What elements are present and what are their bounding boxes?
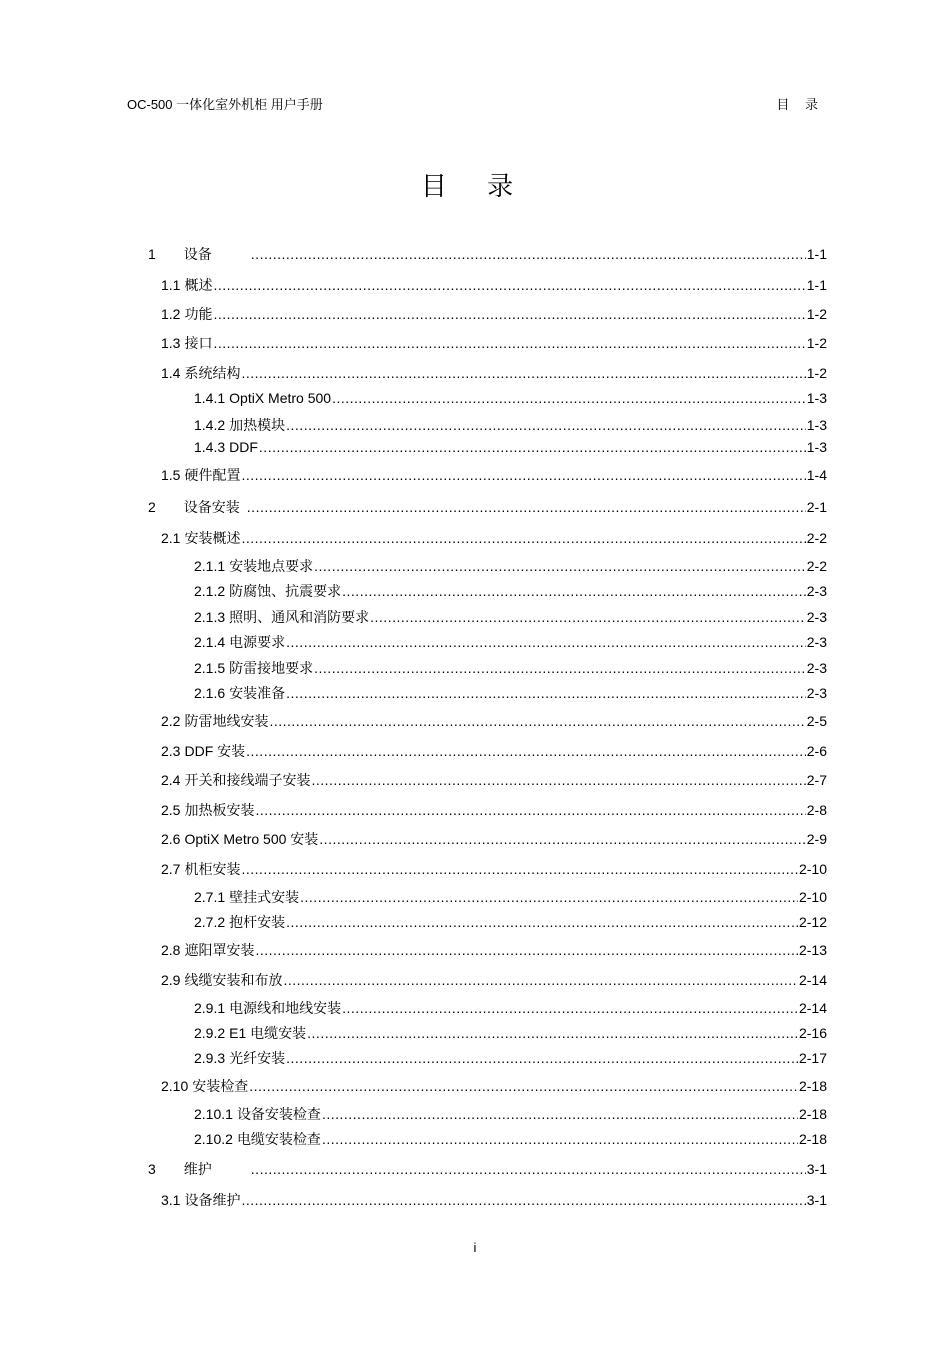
toc-entry-page: 2-8 bbox=[806, 802, 827, 818]
toc-entry-page: 2-5 bbox=[806, 713, 827, 729]
toc-entry-title: 抱杆安装 bbox=[229, 914, 286, 930]
toc-leader-dots bbox=[246, 743, 806, 759]
toc-entry-number: 2.7.2 bbox=[194, 914, 226, 930]
toc-leader-dots bbox=[370, 609, 806, 625]
toc-entry-page: 2-3 bbox=[806, 609, 827, 625]
toc-leader-dots bbox=[300, 889, 798, 905]
toc-entry-title: 安装地点要求 bbox=[229, 558, 314, 574]
toc-entry-page: 2-3 bbox=[806, 583, 827, 599]
toc-entry-number: 3 bbox=[148, 1161, 156, 1177]
toc-entry-number: 2.9.1 bbox=[194, 1000, 226, 1016]
toc-leader-dots bbox=[241, 1192, 805, 1208]
toc-entry-page: 2-3 bbox=[806, 634, 827, 650]
toc-entry-page: 1-4 bbox=[806, 467, 827, 483]
toc-entry-title: 设备安装检查 bbox=[236, 1106, 321, 1122]
toc-entry-page: 2-6 bbox=[806, 743, 827, 759]
toc-entry-page: 1-1 bbox=[806, 246, 827, 262]
toc-entry[interactable] bbox=[161, 465, 827, 485]
toc-entry-number: 2.1.5 bbox=[194, 660, 226, 676]
toc-entry-number: 1 bbox=[148, 246, 156, 262]
toc-leader-dots bbox=[241, 365, 805, 381]
toc-entry-number: 2.1.1 bbox=[194, 558, 226, 574]
toc-entry-number: 2.10.2 bbox=[194, 1131, 233, 1147]
toc-leader-dots bbox=[241, 861, 798, 877]
toc-entry[interactable] bbox=[194, 390, 827, 406]
toc-leader-dots bbox=[322, 1106, 798, 1122]
toc-entry[interactable] bbox=[161, 800, 827, 820]
toc-entry-number: 1.2 bbox=[161, 306, 181, 322]
toc-entry-number: 2.8 bbox=[161, 942, 181, 958]
toc-entry-title: 加热板安装 bbox=[184, 802, 255, 818]
toc-entry-number: 3.1 bbox=[161, 1192, 181, 1208]
toc-entry-title: 开关和接线端子安装 bbox=[184, 772, 311, 788]
toc-entry[interactable] bbox=[161, 333, 827, 353]
toc-entry-number: 2.5 bbox=[161, 802, 181, 818]
toc-entry[interactable] bbox=[161, 528, 827, 548]
toc-entry[interactable] bbox=[194, 632, 827, 652]
toc-entry-number: 1.4.3 bbox=[194, 439, 226, 455]
toc-entry-page: 1-3 bbox=[806, 439, 827, 455]
toc-leader-dots bbox=[247, 499, 806, 515]
toc-entry[interactable] bbox=[194, 1023, 827, 1043]
toc-leader-dots bbox=[213, 306, 805, 322]
toc-leader-dots bbox=[286, 634, 806, 650]
toc-entry[interactable] bbox=[161, 859, 827, 879]
toc-leader-dots bbox=[259, 439, 806, 455]
toc-entry[interactable] bbox=[161, 940, 827, 960]
toc-entry-title: 电源线和地线安装 bbox=[229, 1000, 342, 1016]
toc-entry-number: 1.4 bbox=[161, 365, 181, 381]
toc-entry-number: 2.9.2 bbox=[194, 1025, 226, 1041]
toc-entry-title: E1 电缆安装 bbox=[229, 1025, 307, 1041]
toc-entry-page: 2-7 bbox=[806, 772, 827, 788]
toc-leader-dots bbox=[307, 1025, 798, 1041]
toc-entry-page: 2-1 bbox=[806, 499, 827, 515]
toc-entry[interactable] bbox=[161, 304, 827, 324]
toc-entry-title: 防腐蚀、抗震要求 bbox=[229, 583, 342, 599]
toc-entry-number: 1.4.1 bbox=[194, 390, 226, 406]
toc-entry-page: 2-17 bbox=[798, 1050, 827, 1066]
toc-entry[interactable] bbox=[161, 1076, 827, 1096]
toc-entry-title: 照明、通风和消防要求 bbox=[229, 609, 370, 625]
toc-leader-dots bbox=[342, 1000, 798, 1016]
toc-leader-dots bbox=[311, 772, 805, 788]
toc-entry[interactable] bbox=[161, 970, 827, 990]
toc-entry-page: 2-3 bbox=[806, 660, 827, 676]
toc-leader-dots bbox=[319, 831, 805, 847]
toc-entry-number: 2.10.1 bbox=[194, 1106, 233, 1122]
toc-entry-number: 2.10 bbox=[161, 1078, 189, 1094]
toc-entry[interactable] bbox=[161, 275, 827, 295]
toc-entry-number: 2.1.3 bbox=[194, 609, 226, 625]
toc-entry-number: 2.1 bbox=[161, 530, 181, 546]
toc-entry-number: 1.1 bbox=[161, 277, 181, 293]
toc-entry-page: 2-14 bbox=[798, 1000, 827, 1016]
toc-entry-number: 1.3 bbox=[161, 335, 181, 351]
toc-leader-dots bbox=[269, 713, 805, 729]
toc-entry-title: 安装概述 bbox=[184, 530, 241, 546]
toc-entry[interactable] bbox=[194, 1129, 827, 1149]
toc-entry[interactable] bbox=[161, 829, 827, 849]
toc-entry[interactable] bbox=[161, 770, 827, 790]
toc-leader-dots bbox=[286, 685, 806, 701]
toc-entry-title: 硬件配置 bbox=[184, 467, 241, 483]
toc-entry-title: 光纤安装 bbox=[229, 1050, 286, 1066]
toc-entry-title: 壁挂式安装 bbox=[229, 889, 300, 905]
toc-entry-title: 功能 bbox=[184, 306, 213, 322]
toc-entry-title: 电源要求 bbox=[229, 634, 286, 650]
toc-entry-title: 电缆安装检查 bbox=[236, 1131, 321, 1147]
toc-entry-page: 1-1 bbox=[806, 277, 827, 293]
toc-leader-dots bbox=[314, 660, 806, 676]
toc-entry-title: 维护 bbox=[183, 1161, 212, 1177]
toc-entry-page: 1-2 bbox=[806, 335, 827, 351]
toc-entry[interactable] bbox=[161, 741, 827, 761]
toc-entry-title: DDF bbox=[229, 439, 258, 455]
toc-leader-dots bbox=[286, 914, 798, 930]
toc-entry-page: 1-2 bbox=[806, 365, 827, 381]
toc-entry-title: 防雷接地要求 bbox=[229, 660, 314, 676]
page-header-left: OC-500 一体化室外机柜 用户手册 bbox=[127, 97, 323, 112]
page-title: 目 录 bbox=[420, 172, 530, 202]
toc-entry-page: 2-2 bbox=[806, 530, 827, 546]
toc-entry-title: OptiX Metro 500 bbox=[229, 390, 332, 406]
toc-entry[interactable] bbox=[194, 607, 827, 627]
toc-entry-page: 2-2 bbox=[806, 558, 827, 574]
toc-entry-number: 1.4.2 bbox=[194, 417, 226, 433]
toc-entry-page: 2-3 bbox=[806, 685, 827, 701]
toc-entry-number: 2.7 bbox=[161, 861, 181, 877]
toc-leader-dots bbox=[322, 1131, 798, 1147]
toc-entry[interactable] bbox=[194, 683, 827, 703]
toc-entry-page: 2-18 bbox=[798, 1078, 827, 1094]
toc-entry[interactable] bbox=[161, 711, 827, 731]
toc-entry-number: 2.9.3 bbox=[194, 1050, 226, 1066]
toc-entry-page: 3-1 bbox=[806, 1192, 827, 1208]
toc-entry[interactable] bbox=[148, 497, 827, 517]
toc-entry[interactable] bbox=[161, 1190, 827, 1210]
toc-entry[interactable] bbox=[194, 912, 827, 932]
toc-entry-title: 设备维护 bbox=[184, 1192, 241, 1208]
toc-entry-number: 2.2 bbox=[161, 713, 181, 729]
toc-entry-title: 设备安装 bbox=[183, 499, 240, 515]
toc-leader-dots bbox=[342, 583, 806, 599]
page-number: i bbox=[473, 1240, 477, 1255]
toc-entry-page: 2-16 bbox=[798, 1025, 827, 1041]
toc-entry-title: 安装准备 bbox=[229, 685, 286, 701]
page-header-right: 目 录 bbox=[776, 97, 824, 112]
toc-entry-page: 2-10 bbox=[798, 861, 827, 877]
toc-entry-title: 概述 bbox=[184, 277, 213, 293]
toc-entry-number: 2.1.2 bbox=[194, 583, 226, 599]
toc-entry[interactable] bbox=[194, 415, 827, 435]
toc-entry[interactable] bbox=[148, 244, 827, 264]
toc-entry-title: 线缆安装和布放 bbox=[184, 972, 283, 988]
toc-entry-number: 2.9 bbox=[161, 972, 181, 988]
toc-entry-number: 1.5 bbox=[161, 467, 181, 483]
toc-entry[interactable] bbox=[194, 887, 827, 907]
toc-entry-title: 加热模块 bbox=[229, 417, 286, 433]
toc-entry[interactable] bbox=[148, 1159, 827, 1179]
toc-entry[interactable] bbox=[194, 556, 827, 576]
toc-leader-dots bbox=[251, 246, 806, 262]
toc-leader-dots bbox=[255, 942, 798, 958]
toc-entry-page: 2-18 bbox=[798, 1106, 827, 1122]
toc-entry-number: 2.1.6 bbox=[194, 685, 226, 701]
toc-entry-page: 2-10 bbox=[798, 889, 827, 905]
toc-entry-title: 遮阳罩安装 bbox=[184, 942, 255, 958]
toc-entry-title: 接口 bbox=[184, 335, 213, 351]
toc-entry[interactable] bbox=[194, 658, 827, 678]
toc-entry[interactable] bbox=[161, 363, 827, 383]
toc-entry-number: 2 bbox=[148, 499, 156, 515]
toc-leader-dots bbox=[249, 1078, 798, 1094]
toc-entry-page: 1-3 bbox=[806, 417, 827, 433]
toc-entry-page: 2-9 bbox=[806, 831, 827, 847]
toc-entry-number: 2.6 bbox=[161, 831, 181, 847]
toc-leader-dots bbox=[286, 1050, 798, 1066]
toc-entry-title: 系统结构 bbox=[184, 365, 241, 381]
toc-entry-title: 机柜安装 bbox=[184, 861, 241, 877]
toc-entry-page: 2-12 bbox=[798, 914, 827, 930]
toc-leader-dots bbox=[283, 972, 798, 988]
toc-entry-title: 设备 bbox=[183, 246, 212, 262]
toc-leader-dots bbox=[251, 1161, 806, 1177]
toc-leader-dots bbox=[286, 417, 806, 433]
toc-leader-dots bbox=[314, 558, 806, 574]
toc-entry-title: 防雷地线安装 bbox=[184, 713, 269, 729]
toc-entry[interactable] bbox=[194, 998, 827, 1018]
toc-entry-title: 安装检查 bbox=[192, 1078, 249, 1094]
toc-entry[interactable] bbox=[194, 581, 827, 601]
toc-entry-number: 2.4 bbox=[161, 772, 181, 788]
toc-entry-number: 2.7.1 bbox=[194, 889, 226, 905]
toc-entry-page: 2-13 bbox=[798, 942, 827, 958]
toc-entry-page: 1-3 bbox=[806, 390, 827, 406]
toc-leader-dots bbox=[241, 530, 805, 546]
toc-entry-number: 2.1.4 bbox=[194, 634, 226, 650]
toc-entry-page: 1-2 bbox=[806, 306, 827, 322]
toc-entry-number: 2.3 bbox=[161, 743, 181, 759]
toc-entry-page: 2-14 bbox=[798, 972, 827, 988]
toc-leader-dots bbox=[241, 467, 805, 483]
toc-entry[interactable] bbox=[194, 1104, 827, 1124]
toc-leader-dots bbox=[213, 335, 805, 351]
toc-leader-dots bbox=[332, 390, 806, 406]
toc-entry-title: OptiX Metro 500 安装 bbox=[184, 831, 319, 847]
toc-leader-dots bbox=[255, 802, 805, 818]
toc-entry[interactable] bbox=[194, 1048, 827, 1068]
toc-entry-page: 3-1 bbox=[806, 1161, 827, 1177]
toc-leader-dots bbox=[213, 277, 805, 293]
toc-entry-title: DDF 安装 bbox=[184, 743, 246, 759]
toc-entry-page: 2-18 bbox=[798, 1131, 827, 1147]
toc-entry[interactable] bbox=[194, 439, 827, 455]
